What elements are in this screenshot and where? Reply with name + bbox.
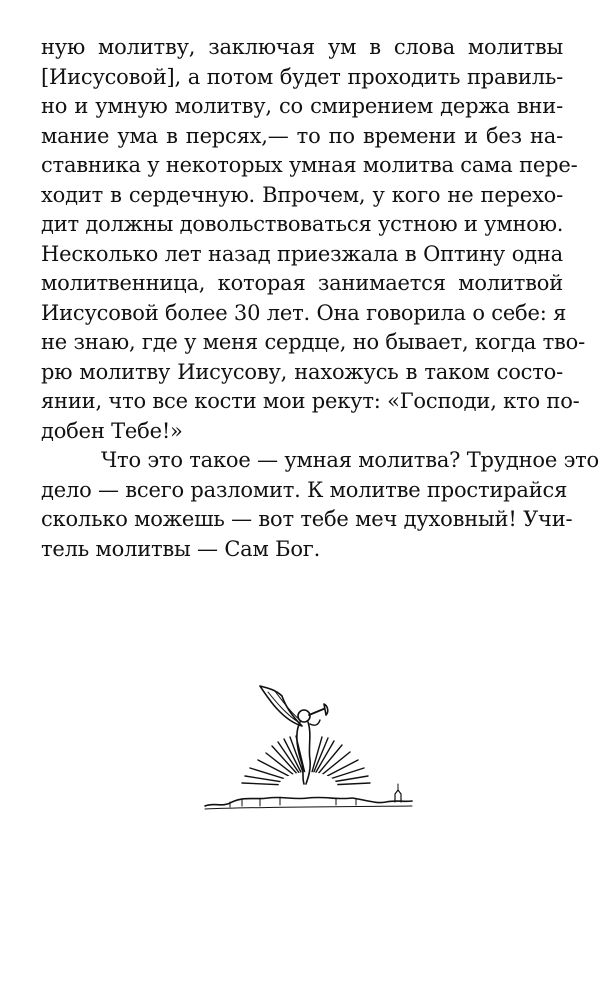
text-line: ходит в сердечную. Впрочем, у кого не перехо- bbox=[41, 182, 563, 207]
text-line: не знаю, где у меня сердце, но бывает, когда тво- bbox=[41, 330, 585, 354]
text-line: Что это такое — умная молитва? Трудное это bbox=[101, 448, 599, 472]
page-text bbox=[41, 33, 599, 564]
text-line: тель молитвы — Сам Бог. bbox=[41, 536, 321, 561]
angel-trumpet-sunrise-icon bbox=[190, 668, 425, 813]
text-line: добен Тебе!» bbox=[41, 418, 183, 443]
text-line: Иисусовой более 30 лет. Она говорила о себе: я bbox=[41, 300, 567, 325]
text-line: но и умную молитву, со смирением держа вни- bbox=[41, 94, 563, 118]
text-line: молитвенница, которая занимается молитвой bbox=[41, 271, 563, 295]
text-line: дит должны довольствоваться устною и умною. bbox=[41, 212, 564, 236]
text-line: мание ума в персях,— то по времени и без на- bbox=[41, 123, 563, 148]
text-line: Несколько лет назад приезжала в Оптину одна bbox=[41, 241, 563, 266]
text-line: ную молитву, заключая ум в слова молитвы bbox=[41, 35, 563, 59]
text-line: ставника у некоторых умная молитва сама пере- bbox=[41, 153, 578, 177]
paragraph-1 bbox=[41, 33, 585, 446]
text-line: янии, что все кости мои рекут: «Господи, кто по- bbox=[41, 389, 580, 413]
text-line: дело — всего разломит. К молитве простирайся bbox=[41, 477, 568, 502]
paragraph-2 bbox=[41, 446, 599, 564]
text-line: сколько можешь — вот тебе меч духовный! Учи- bbox=[41, 507, 573, 531]
text-line: [Иисусовой], а потом будет проходить правиль- bbox=[41, 64, 563, 89]
text-line: рю молитву Иисусову, нахожусь в таком состо- bbox=[41, 359, 563, 384]
